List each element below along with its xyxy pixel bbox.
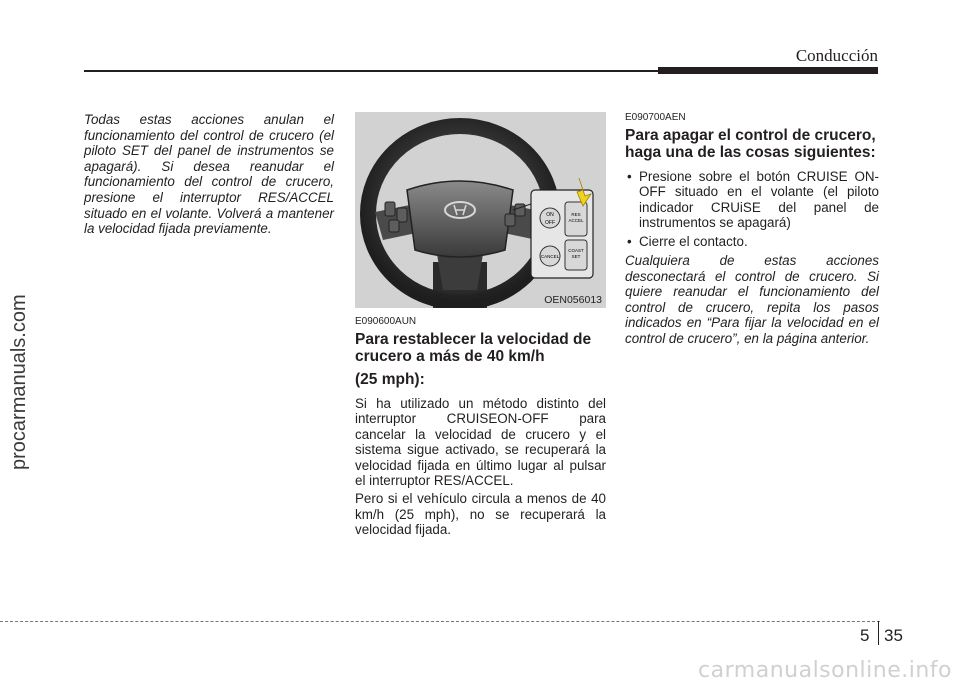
- footer-site-mark: carmanualsonline.info: [698, 658, 952, 683]
- chapter-number: 5: [860, 626, 870, 645]
- figure-caption: OEN056013: [544, 294, 602, 306]
- label-res: RES: [571, 212, 581, 217]
- section-code: E090600AUN: [355, 316, 417, 327]
- bullet-icon: •: [627, 169, 632, 184]
- steering-wheel-figure: [355, 112, 606, 308]
- section-title: Conducción: [795, 46, 878, 65]
- page-number-separator: [878, 621, 879, 645]
- bullet-icon: •: [627, 233, 632, 249]
- right-column: [625, 112, 879, 347]
- page-number: 35: [884, 626, 903, 645]
- label-coast: COAST: [568, 248, 584, 253]
- section-code: E090700AEN: [625, 112, 686, 123]
- section-heading: Para restablecer la velocidad de crucero a más de 40 km/h: [355, 331, 592, 365]
- middle-column: [355, 316, 606, 538]
- list-item: • Cierre el contacto.: [627, 233, 748, 249]
- label-cancel: CANCEL: [540, 254, 560, 259]
- steering-wheel-illustration: [355, 112, 606, 308]
- right-control-icon: [515, 204, 525, 216]
- left-column: [84, 112, 334, 237]
- label-off: OFF: [545, 220, 555, 226]
- label-on: ON: [546, 212, 554, 218]
- side-watermark: procarmanuals.com: [8, 294, 30, 470]
- body-paragraph-1: Si ha utilizado un método distinto del interruptor CRUISEON-OFF para cancelar la velocidad de crucero y el sistema sigue activado, se recuperará la velocidad fijada en último lugar al pulsar el interruptor RES/ACCEL.: [355, 396, 606, 489]
- left-paragraph: Todas estas acciones anulan el funcionamiento del control de crucero (el piloto SET del panel de instrumentos se apagará). Si desea reanudar el funcionamiento del control de crucero, presione el interruptor RES/ACCEL situado en el volante. Volverá a mantener la velocidad fijada previamente.: [84, 112, 334, 237]
- body-paragraph-2: Pero si el vehículo circula a menos de 40 km/h (25 mph), no se recuperará la velocidad fijada.: [355, 491, 606, 538]
- section-heading-continued: (25 mph):: [355, 371, 425, 388]
- label-set: SET: [571, 254, 581, 259]
- footer-rule: [0, 621, 880, 622]
- italic-paragraph: Cualquiera de estas acciones desconectará el control de crucero. Si quiere reanudar el funcionamiento del control de crucero, repita los pasos indicados en “Para fijar la velocidad en el control de crucero”, en la página anterior.: [625, 253, 879, 346]
- left-control-icon: [385, 202, 395, 216]
- section-heading: Para apagar el control de crucero, haga una de las cosas siguientes:: [625, 127, 876, 161]
- bullet-list: [625, 169, 879, 249]
- list-item: • Presione sobre el botón CRUISE ON-OFF situado en el volante (el piloto indicador CRUiSE del panel de instrumentos se apagará): [627, 169, 879, 231]
- label-accel: ACCEL: [568, 218, 584, 223]
- header-rule-thick: [658, 67, 878, 74]
- header-rule: [84, 70, 658, 72]
